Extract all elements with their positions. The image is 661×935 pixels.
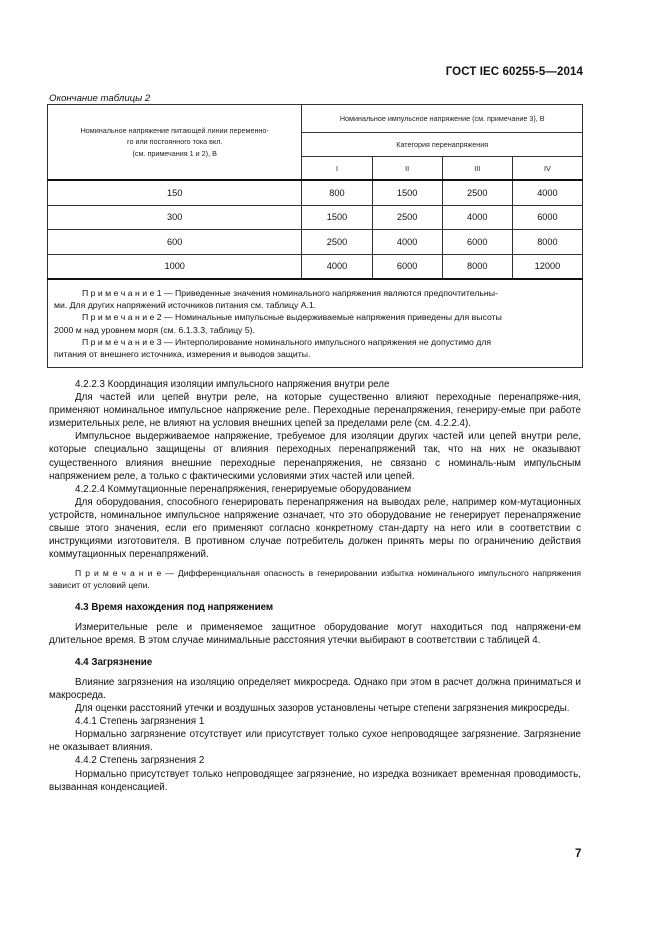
- supply-cell: 600: [48, 230, 302, 255]
- value-cell: 6000: [512, 205, 582, 230]
- document-id: ГОСТ IEC 60255-5—2014: [445, 66, 583, 78]
- section-heading: 4.3 Время нахождения под напряжением: [75, 601, 274, 613]
- supply-header-line: Номинальное напряжение питающей линии переменно-: [80, 125, 269, 135]
- value-cell: 4000: [302, 254, 372, 279]
- value-cell: 6000: [442, 230, 512, 255]
- table-note: [54, 311, 576, 323]
- category-I: I: [302, 157, 372, 181]
- note-label: П р и м е ч а н и е 1: [82, 288, 162, 298]
- value-cell: 8000: [512, 230, 582, 255]
- table-row: [48, 180, 583, 205]
- table-row: [48, 230, 583, 255]
- value-cell: 1500: [302, 205, 372, 230]
- supply-cell: 300: [48, 205, 302, 230]
- value-cell: 2500: [302, 230, 372, 255]
- note-label: П р и м е ч а н и е: [75, 568, 162, 579]
- note-continuation: ми. Для других напряжений источников питания см. таблицу А.1.: [54, 300, 317, 311]
- subsection-heading: 4.2.2.3 Координация изоляции импульсного напряжения внутри реле: [75, 379, 390, 390]
- note-text: — Дифференциальная опасность в генерировании избытка номинального импульсного напряжения зависит от условий цепи.: [49, 568, 582, 590]
- category-II: II: [372, 157, 442, 181]
- overvoltage-table: [47, 104, 583, 368]
- value-cell: 4000: [442, 205, 512, 230]
- note-text: — Интерполирование номинального импульсного напряжения не допустимо для: [161, 336, 492, 347]
- paragraph: Измерительные реле и применяемое защитное оборудование могут находиться под напряжени-ем длительное время. В этом случае минимальные расстояния утечки выбирают в соответствии с таблицей 4.: [49, 621, 581, 646]
- paragraph: Влияние загрязнения на изоляцию определяет микросреда. Однако при этом в расчет должна приниматься и макросреда.: [49, 676, 581, 701]
- table-note: [54, 287, 576, 299]
- value-cell: 1500: [372, 180, 442, 205]
- category-IV: IV: [512, 157, 582, 181]
- paragraph: Нормально присутствует только непроводящее загрязнение, но изредка возникает временная проводимость, вызванная конденсацией.: [49, 768, 581, 793]
- table-notes: [48, 279, 583, 368]
- supply-header-line: го или постоянного тока вкл.: [127, 137, 223, 147]
- paragraph: Импульсное выдерживаемое напряжение, требуемое для изоляции других частей или цепей внутри реле, которые специально защищены от влияния переходных перенапряжений так, что на них не оказывают существенного влияния внешние переходные перенапряжения, не связано с номиналь-ным импульсным напряжением реле, а только с фактическими условиями этих частей или цепей.: [49, 431, 581, 482]
- section-heading: 4.4 Загрязнение: [75, 656, 153, 668]
- value-cell: 800: [302, 180, 372, 205]
- body-text: [49, 378, 581, 794]
- value-cell: 2500: [442, 180, 512, 205]
- note-continuation: 2000 м над уровнем моря (см. 6.1.3.3, таблицу 5).: [54, 324, 255, 335]
- supply-header-line: (см. примечания 1 и 2), В: [132, 148, 217, 158]
- paragraph: Для оценки расстояний утечки и воздушных зазоров установлены четыре степени загрязнения микросреды.: [75, 703, 570, 715]
- value-cell: 4000: [512, 180, 582, 205]
- table-row: [48, 254, 583, 279]
- note-label: П р и м е ч а н и е 3: [82, 336, 162, 347]
- page-number: 7: [575, 848, 582, 860]
- value-cell: 12000: [512, 254, 582, 279]
- subsection-heading: 4.4.2 Степень загрязнения 2: [75, 755, 205, 767]
- table-note: [54, 336, 576, 348]
- note-text: — Приведенные значения номинального напряжения являются предпочтительны-: [161, 288, 498, 298]
- subsection-heading: 4.4.1 Степень загрязнения 1: [75, 716, 205, 728]
- supply-cell: 150: [48, 180, 302, 205]
- paragraph: Нормально загрязнение отсутствует или присутствует только сухое непроводящее загрязнение. Загрязнение не оказывает влияния.: [49, 729, 581, 754]
- value-cell: 4000: [372, 230, 442, 255]
- table-caption: Окончание таблицы 2: [49, 93, 151, 104]
- table-row: [48, 205, 583, 230]
- impulse-voltage-header: Номинальное импульсное напряжение (см. примечание 3), В: [302, 105, 583, 133]
- note-continuation: питания от внешнего источника, измерения и выводов защиты.: [54, 349, 311, 360]
- note-text: — Номинальные импульсные выдерживаемые напряжения приведены для высоты: [161, 312, 502, 323]
- subsection-heading: 4.2.2.4 Коммутационные перенапряжения, генерируемые оборудованием: [75, 483, 412, 495]
- paragraph: Для оборудования, способного генерировать перенапряжения на выводах реле, например ком-мутационных устройств, номинальное импульсное напряжение означает, что это оборудование не генерирует перенапряжение свыше этого значения, если его применяют согласно конкретному стан-дарту на него или в соответствии с инструкциями изготовителя. В противном случае потребитель должен принять меры по ограничению действия коммутационных перенапряжений.: [49, 496, 581, 561]
- supply-cell: 1000: [48, 254, 302, 279]
- note: [49, 568, 581, 591]
- value-cell: 6000: [372, 254, 442, 279]
- supply-voltage-header: [48, 105, 302, 181]
- category-header: Категория перенапряжения: [302, 133, 583, 157]
- paragraph: Для частей или цепей внутри реле, на которые существенно влияют переходные перенапряже-ния, применяют номинальное импульсное напряжение реле. Переходные перенапряжения, генериру-емые при работе измерительных реле, не влияют на условия внешних цепей за пределами реле (см. 4.2.2.4).: [49, 392, 581, 430]
- value-cell: 8000: [442, 254, 512, 279]
- value-cell: 2500: [372, 205, 442, 230]
- note-label: П р и м е ч а н и е 2: [82, 312, 162, 323]
- category-III: III: [442, 157, 512, 181]
